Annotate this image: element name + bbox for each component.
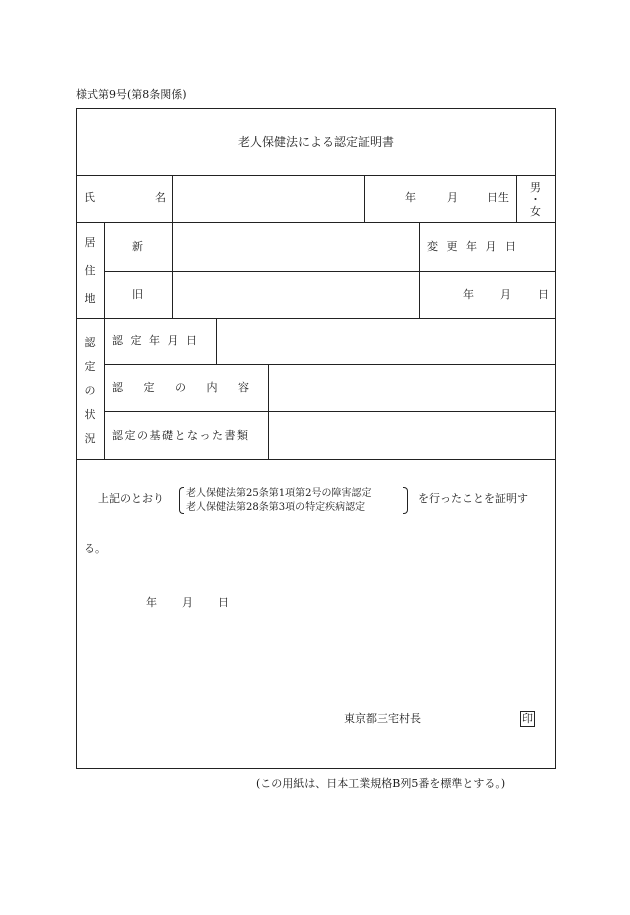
status-label	[83, 318, 97, 459]
statement-option-1: 老人保健法第25条第1項第2号の障害認定	[186, 488, 372, 499]
status-label-char: 定	[84, 360, 96, 373]
left-bracket	[179, 487, 184, 514]
address-label	[83, 222, 97, 318]
statement-prefix: 上記のとおり	[98, 492, 164, 505]
statement-option-2: 老人保健法第28条第3項の特定疾病認定	[186, 502, 366, 513]
form-number: 様式第9号(第8条関係)	[76, 88, 187, 101]
cert-docs-label: 認定の基礎となった書類	[112, 429, 250, 442]
address-new-field[interactable]	[173, 223, 418, 270]
address-label-char: 地	[84, 292, 96, 305]
birth-day-label: 日生	[487, 191, 509, 204]
sex-female: 女	[530, 205, 541, 218]
issue-date-month: 月	[182, 596, 193, 609]
old-date-year: 年	[463, 288, 474, 301]
issuer-name: 東京都三宅村長	[344, 712, 421, 725]
birth-month-label: 月	[447, 191, 458, 204]
cert-date-label: 認 定 年 月 日	[112, 334, 197, 347]
old-date-month: 月	[500, 288, 511, 301]
status-label-char: 況	[84, 432, 96, 445]
cert-content-label: 認 定 の 内 容	[112, 381, 249, 394]
cert-docs-field[interactable]	[269, 412, 555, 458]
name-field[interactable]	[173, 176, 363, 221]
sex-dot: ・	[530, 193, 541, 206]
name-divider-2	[364, 175, 365, 222]
name-divider-3	[516, 175, 517, 222]
address-old-label: 旧	[132, 288, 143, 301]
address-new-label: 新	[132, 240, 143, 253]
statement-continuation: る。	[84, 542, 106, 555]
address-label-divider	[104, 222, 105, 318]
address-label-char: 住	[84, 264, 96, 277]
status-label-char: 認	[84, 336, 96, 349]
address-label-char: 居	[84, 236, 96, 249]
cert-content-field[interactable]	[269, 365, 555, 410]
name-label-mei: 名	[155, 191, 166, 204]
status-label-char: 状	[84, 408, 96, 421]
form-title: 老人保健法による認定証明書	[237, 135, 394, 149]
old-date-day: 日	[538, 288, 549, 301]
issue-date-year: 年	[146, 596, 157, 609]
birth-year-label: 年	[405, 191, 416, 204]
status-label-divider	[104, 318, 105, 459]
divider-status	[76, 459, 556, 460]
address-old-field[interactable]	[173, 272, 418, 317]
status-label-char: の	[84, 384, 96, 397]
issue-date-day: 日	[218, 596, 229, 609]
footer-note: (この用紙は、日本工業規格B列5番を標準とする。)	[256, 777, 506, 790]
sex-male: 男	[530, 181, 541, 194]
seal-stamp: 印	[522, 712, 533, 725]
statement-suffix: を行ったことを証明す	[418, 492, 528, 505]
address-divider-2	[419, 222, 420, 318]
right-bracket	[403, 487, 408, 514]
change-date-label: 変 更 年 月 日	[427, 240, 516, 253]
cert-date-field[interactable]	[217, 319, 555, 363]
name-label-shi: 氏	[84, 191, 95, 204]
